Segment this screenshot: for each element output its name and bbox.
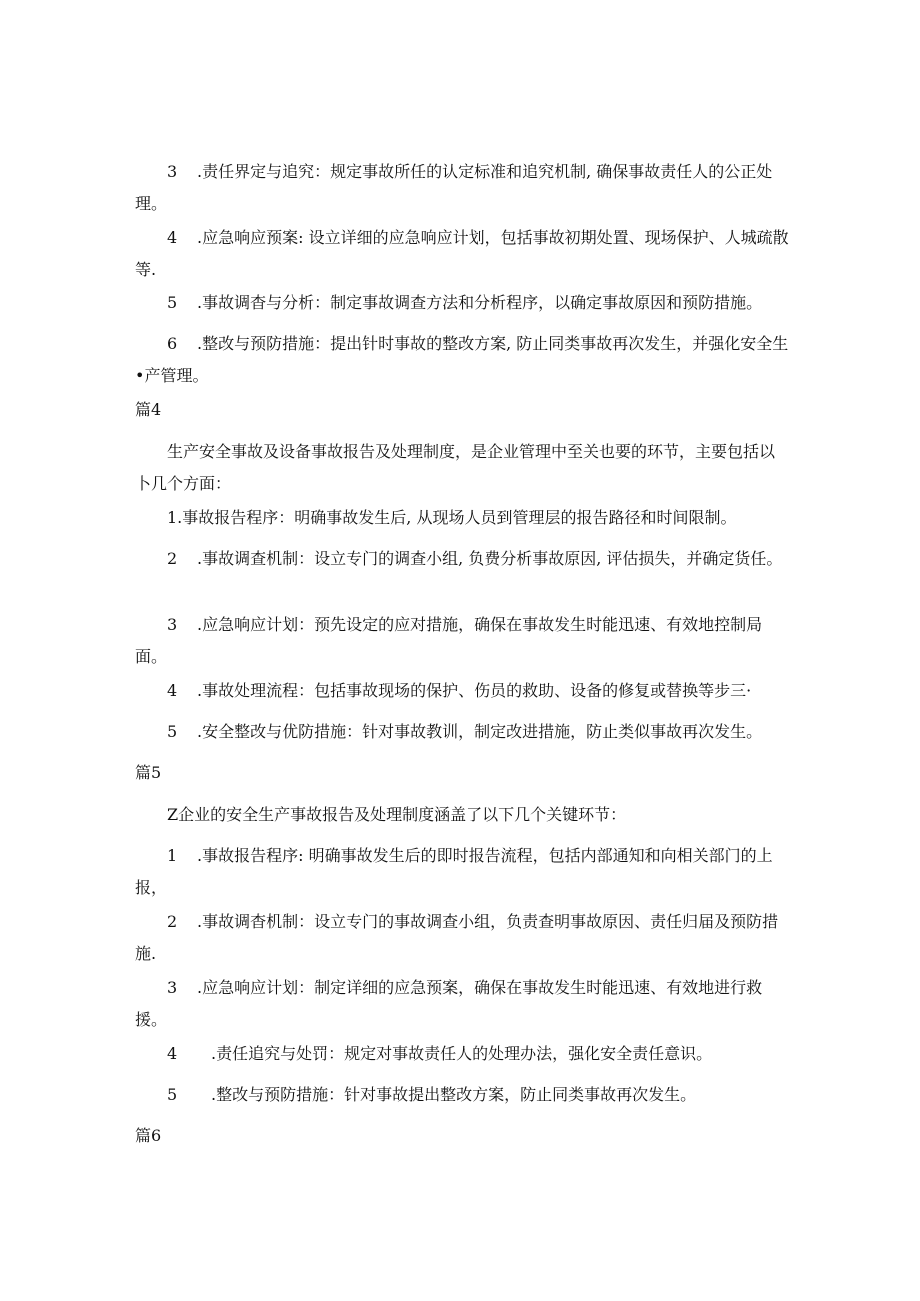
item-number: 5 — [167, 293, 178, 312]
paragraph-text: .责任界定与追究：规定事故所任的认定标准和追究机制, 确保事故责任人的公正处理。 — [135, 162, 773, 213]
item-number: 4 — [167, 228, 178, 247]
paragraph-text: .事故处理流程：包括事故现场的保护、伤员的救助、设备的修复或替换等步三· — [197, 681, 752, 700]
paragraph-text: 生产安全事故及设备事故报告及处理制度，是企业管理中至关也要的环节，主要包括以卜几个方面： — [135, 442, 776, 493]
item-number: 2 — [167, 912, 178, 931]
paragraph — [135, 222, 790, 286]
paragraph-text: .应急响应预案: 设立详细的应急响应计划，包括事故初期处置、现场保护、人城疏散等. — [135, 228, 789, 279]
paragraph-text: .事故调查机制：设立专门的调查小组, 负费分析事故原因, 评估损失，并确定货任。 — [197, 549, 783, 568]
paragraph — [135, 840, 790, 904]
paragraph — [135, 502, 790, 534]
item-number: 4 — [167, 1044, 178, 1063]
paragraph-text: Z企业的安全生产事故报告及处理制度涵盖了以下几个关键环节： — [167, 805, 627, 824]
paragraph — [135, 716, 790, 748]
paragraph-text: .事故调杳机制：设立专门的事故调查小组，负责查明事故原因、责任归届及预防措施. — [135, 912, 779, 963]
paragraph — [135, 156, 790, 220]
paragraph-text: .安全整改与优防措施：针对事故教训，制定改进措施，防止类似事故再次发生。 — [197, 722, 763, 741]
paragraph — [135, 287, 790, 319]
item-number: 3 — [167, 978, 178, 997]
item-number: 5 — [167, 722, 178, 741]
item-number: 3 — [167, 615, 178, 634]
paragraph-text: 1.事故报告程序：明确事故发生后, 从现场人员到管理层的报告路径和时间限制。 — [167, 508, 737, 527]
paragraph-text: .应急响应计划：预先设定的应对措施，确保在事故发生时能迅速、有效地控制局面。 — [135, 615, 763, 666]
item-number: 1 — [167, 846, 178, 865]
item-number: 2 — [167, 549, 178, 568]
paragraph-text: .整改与预防措施：提出针时事故的整改方案, 防止同类事故再次发生，并强化安全生•产管理。 — [135, 334, 789, 385]
item-number: 6 — [167, 334, 178, 353]
paragraph-text: .责任追究与处罚：规定对事故责任人的处理办法，强化安全责任意识。 — [211, 1044, 713, 1063]
paragraph — [135, 1079, 790, 1111]
section-heading: 篇4 — [135, 400, 162, 419]
item-number: 5 — [167, 1085, 178, 1104]
paragraph — [135, 906, 790, 970]
paragraph-text: .整改与预防措施：针对事故提出整改方案，防止同类事故再次发生。 — [211, 1085, 697, 1104]
paragraph — [135, 675, 790, 707]
paragraph — [135, 328, 790, 392]
section-heading: 篇6 — [135, 1126, 162, 1145]
paragraph — [135, 799, 790, 831]
section-heading: 篇5 — [135, 763, 162, 782]
paragraph — [135, 436, 790, 500]
item-number: 3 — [167, 162, 178, 181]
paragraph — [135, 1038, 790, 1070]
paragraph-text: .事故调杳与分析：制定事故调查方法和分析程序，以确定事故原因和预防措施。 — [197, 293, 763, 312]
paragraph-text: .事故报告程序: 明确事故发生后的即时报告流程，包括内部通知和向相关部门的上报， — [135, 846, 773, 897]
paragraph — [135, 609, 790, 673]
item-number: 4 — [167, 681, 178, 700]
paragraph-text: .应急响应计划：制定详细的应急预案，确保在事故发生时能迅速、有效地进行救援。 — [135, 978, 763, 1029]
paragraph — [135, 543, 790, 575]
paragraph — [135, 972, 790, 1036]
